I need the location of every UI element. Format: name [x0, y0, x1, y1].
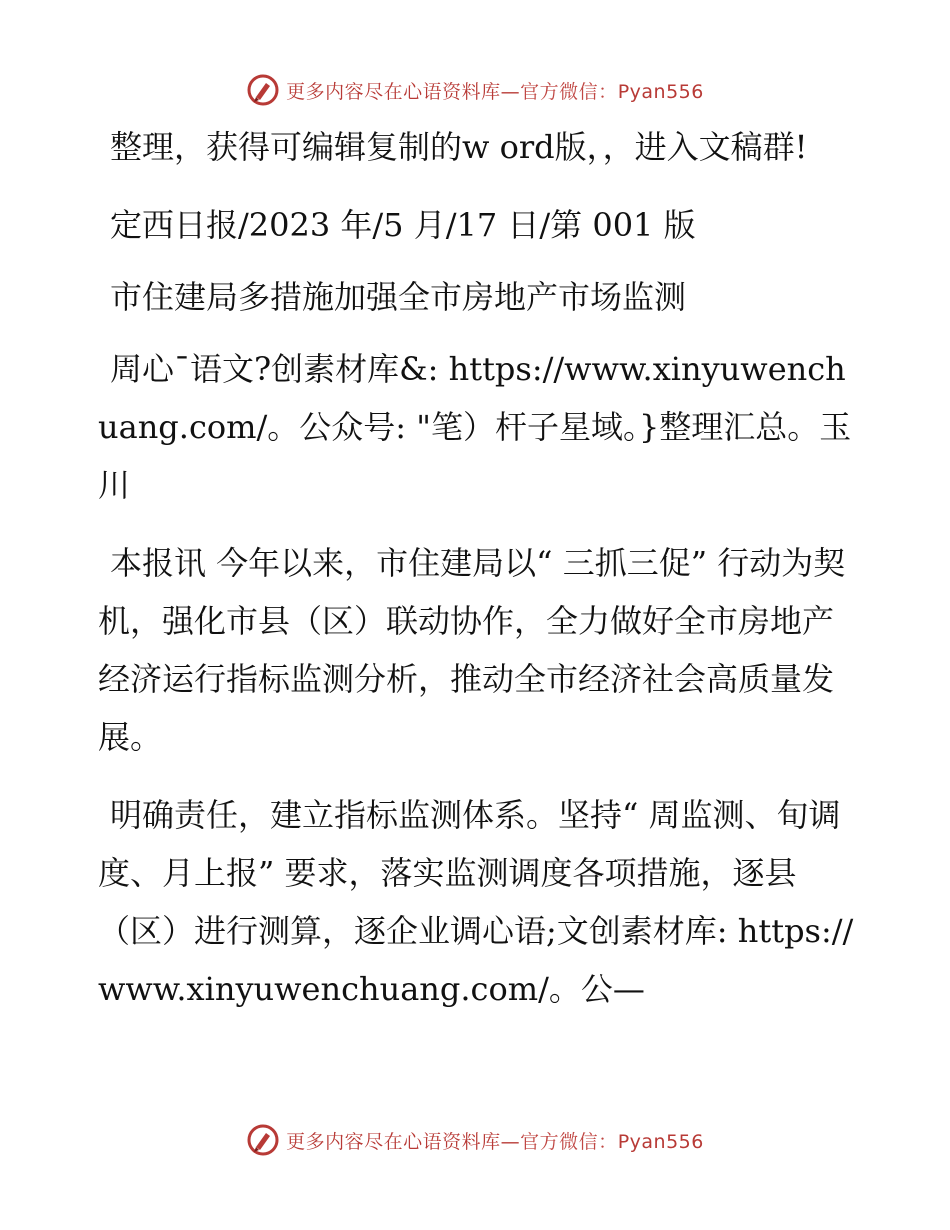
- header-banner-official: 官方微信：: [520, 80, 618, 103]
- source-paragraph: 周心¯语文?创素材库&: https://www.xinyuwenchuang.com/。公众号: "笔）杆子星域。}整理汇总。玉川: [98, 350, 852, 504]
- dateline-paragraph: 定西日报/2023 年/5 月/17 日/第 001 版: [110, 206, 696, 244]
- header-banner-text: [286, 77, 704, 104]
- footer-banner: [0, 1120, 950, 1160]
- header-banner-title: 更多内容尽在心语资料库: [286, 80, 501, 103]
- header-banner: [0, 70, 950, 110]
- footer-banner-inner: [246, 1123, 704, 1157]
- header-banner-dash: —: [500, 80, 521, 103]
- footer-banner-official: 官方微信：: [520, 1130, 618, 1153]
- footer-banner-text: [286, 1127, 704, 1154]
- header-banner-account: Pyan556: [617, 80, 704, 103]
- header-banner-inner: [246, 73, 704, 107]
- pen-logo-icon: [246, 1123, 280, 1157]
- footer-banner-dash: —: [500, 1130, 521, 1153]
- document-body: [98, 118, 858, 1038]
- headline-paragraph: 市住建局多措施加强全市房地产市场监测: [110, 278, 687, 316]
- footer-banner-title: 更多内容尽在心语资料库: [286, 1130, 501, 1153]
- intro-paragraph: 整理，获得可编辑复制的w ord版，，进入文稿群!: [110, 128, 808, 166]
- news-lead-paragraph: 本报讯 今年以来，市住建局以“ 三抓三促” 行动为契机，强化市县（区）联动协作，全力做好全市房地产经济运行指标监测分析，推动全市经济社会高质量发展。: [98, 544, 846, 756]
- pen-logo-icon: [246, 73, 280, 107]
- responsibility-paragraph: 明确责任，建立指标监测体系。坚持“ 周监测、旬调度、月上报” 要求，落实监测调度各项措施，逐县（区）进行测算，逐企业调心语;文创素材库: https://www.xinyuwenchuang.com/。公—: [98, 796, 854, 1008]
- footer-banner-account: Pyan556: [617, 1130, 704, 1153]
